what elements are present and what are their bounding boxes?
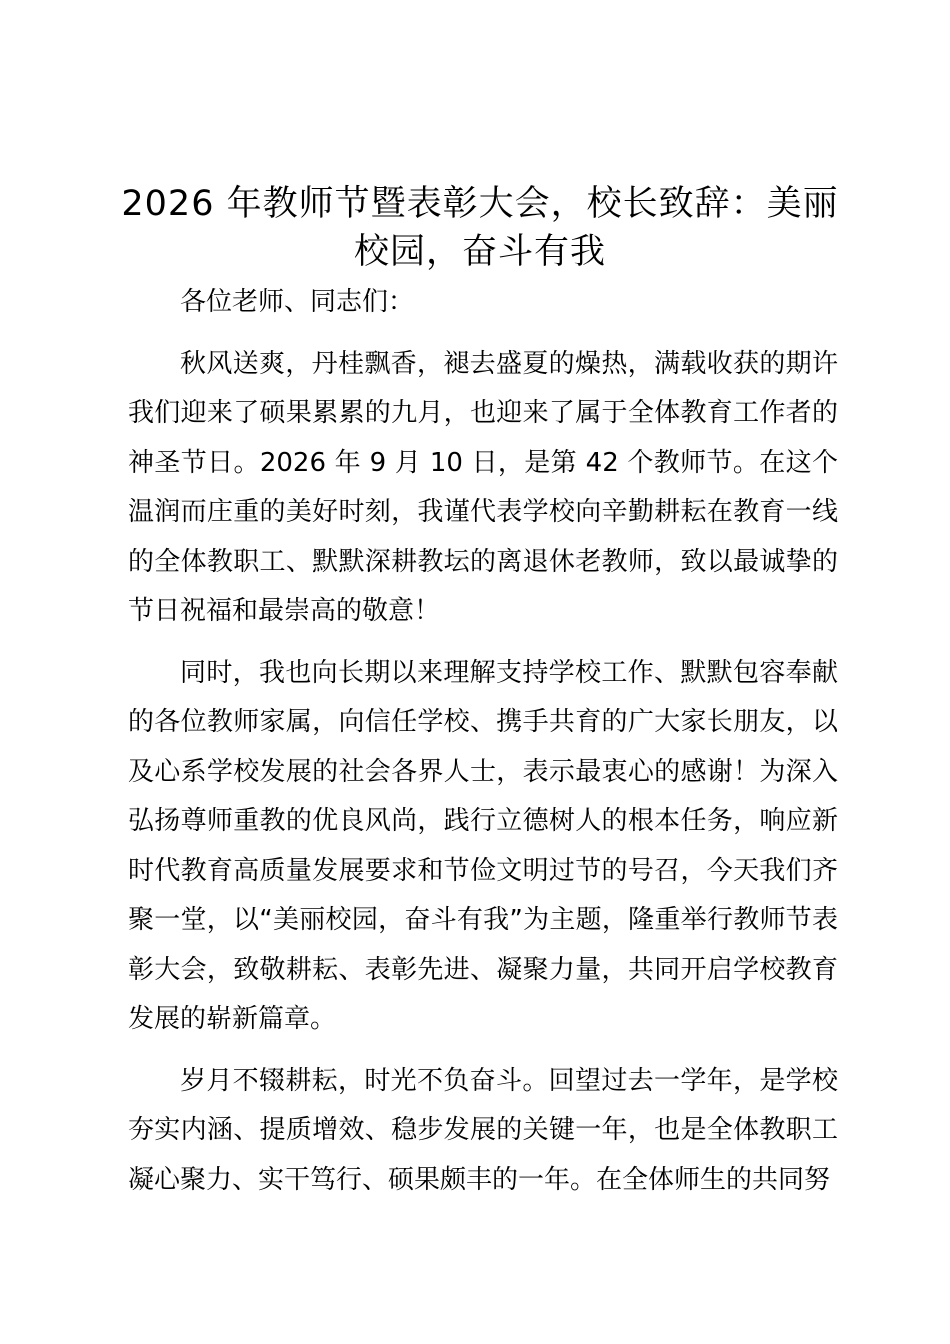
paragraph-3: 岁月不辍耕耘，时光不负奋斗。回望过去一学年，是学校夯实内涵、提质增效、稳步发展的关键一年，也是全体教职工凝心聚力、实干笃行、硕果颇丰的一年。在全体师生的共同努 xyxy=(128,1065,838,1195)
salutation: 各位老师、同志们： xyxy=(180,287,415,317)
paragraph-1: 秋风送爽，丹桂飘香，褪去盛夏的燥热，满载收获的期许我们迎来了硕果累累的九月，也迎来了属于全体教育工作者的神圣节日。2026 年 9 月 10 日，是第 42 个教师节。在这个温润而庄重的美好时刻，我谨代表学校向辛勤耕耘在教育一线的全体教职工、默默深耕教坛的离退休老教师，致以最诚挚的节日祝福和最崇高的敬意！ xyxy=(128,348,838,626)
document-body xyxy=(128,278,838,1217)
document-title: 2026 年教师节暨表彰大会，校长致辞：美丽校园，奋斗有我 xyxy=(121,184,839,272)
paragraph-2: 同时，我也向长期以来理解支持学校工作、默默包容奉献的各位教师家属，向信任学校、携手共育的广大家长朋友，以及心系学校发展的社会各界人士，表示最衷心的感谢！为深入弘扬尊师重教的优良风尚，践行立德树人的根本任务，响应新时代教育高质量发展要求和节俭文明过节的号召，今天我们齐聚一堂，以“美丽校园，奋斗有我”为主题，隆重举行教师节表彰大会，致敬耕耘、表彰先进、凝聚力量，共同开启学校教育发展的崭新篇章。 xyxy=(128,657,838,1034)
